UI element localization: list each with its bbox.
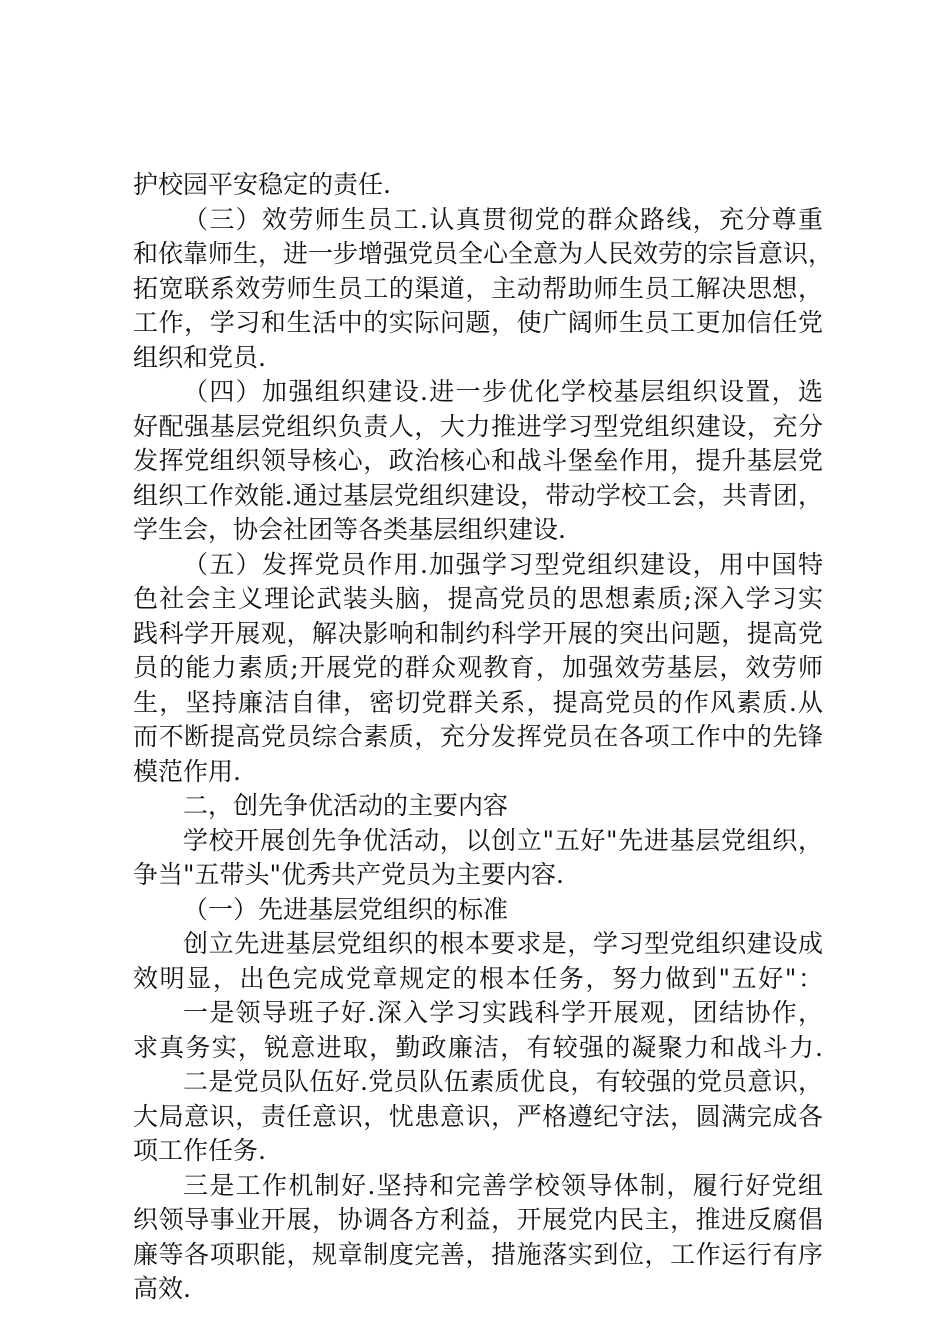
text-line: 效明显，出色完成党章规定的根本任务，努力做到"五好"：: [133, 963, 823, 993]
text-line: 求真务实，锐意进取，勤政廉洁，有较强的凝聚力和战斗力.: [133, 1032, 823, 1062]
text-line: 争当"五带头"优秀共产党员为主要内容.: [133, 860, 564, 889]
text-line: 模范作用.: [133, 756, 241, 786]
text-line: 廉等各项职能，规章制度完善，措施落实到位，工作运行有序: [133, 1239, 823, 1269]
text-line: 大局意识，责任意识，忧患意识，严格遵纪守法，圆满完成各: [133, 1101, 823, 1131]
text-line: 好配强基层党组织负责人，大力推进学习型党组织建设，充分: [133, 411, 823, 441]
text-line: 二，创先争优活动的主要内容: [183, 791, 509, 820]
text-line: （三）效劳师生员工.认真贯彻党的群众路线，充分尊重: [183, 204, 823, 234]
text-line: 织领导事业开展，协调各方利益，开展党内民主，推进反腐倡: [133, 1205, 823, 1234]
text-line: （一）先进基层党组织的标准: [183, 894, 509, 924]
text-line: 和依靠师生，进一步增强党员全心全意为人民效劳的宗旨意识，: [133, 239, 834, 268]
text-line: 护校园平安稳定的责任.: [133, 170, 391, 199]
text-line: （五）发挥党员作用.加强学习型党组织建设，用中国特: [183, 549, 823, 579]
text-line: 一是领导班子好.深入学习实践科学开展观，团结协作，: [183, 998, 823, 1027]
text-line: 二是党员队伍好.党员队伍素质优良，有较强的党员意识，: [183, 1067, 823, 1096]
text-line: 项工作任务.: [133, 1136, 266, 1165]
text-line: 组织和党员.: [133, 342, 266, 372]
text-line: 色社会主义理论武装头脑，提高党员的思想素质;深入学习实: [133, 584, 823, 613]
text-line: 生，坚持廉洁自律，密切党群关系，提高党员的作风素质.从: [133, 687, 823, 717]
text-line: 创立先进基层党组织的根本要求是，学习型党组织建设成: [183, 929, 823, 958]
text-line: 学校开展创先争优活动，以创立"五好"先进基层党组织，: [183, 825, 823, 855]
text-line: 工作，学习和生活中的实际问题，使广阔师生员工更加信任党: [133, 308, 823, 337]
text-line: 发挥党组织领导核心，政治核心和战斗堡垒作用，提升基层党: [133, 446, 823, 475]
text-line: 拓宽联系效劳师生员工的渠道，主动帮助师生员工解决思想，: [133, 273, 823, 303]
document-body: [133, 168, 834, 1307]
text-line: 而不断提高党员综合素质，充分发挥党员在各项工作中的先锋: [133, 722, 823, 751]
text-line: 三是工作机制好.坚持和完善学校领导体制，履行好党组: [183, 1170, 823, 1200]
text-line: 高效.: [133, 1274, 191, 1303]
text-line: 组织工作效能.通过基层党组织建设，带动学校工会，共青团，: [133, 480, 823, 510]
text-line: 员的能力素质;开展党的群众观教育，加强效劳基层，效劳师: [133, 653, 823, 682]
text-line: （四）加强组织建设.进一步优化学校基层组织设置，选: [183, 377, 823, 406]
text-line: 践科学开展观，解决影响和制约科学开展的突出问题，提高党: [133, 618, 823, 648]
text-line: 学生会，协会社团等各类基层组织建设.: [133, 515, 566, 544]
